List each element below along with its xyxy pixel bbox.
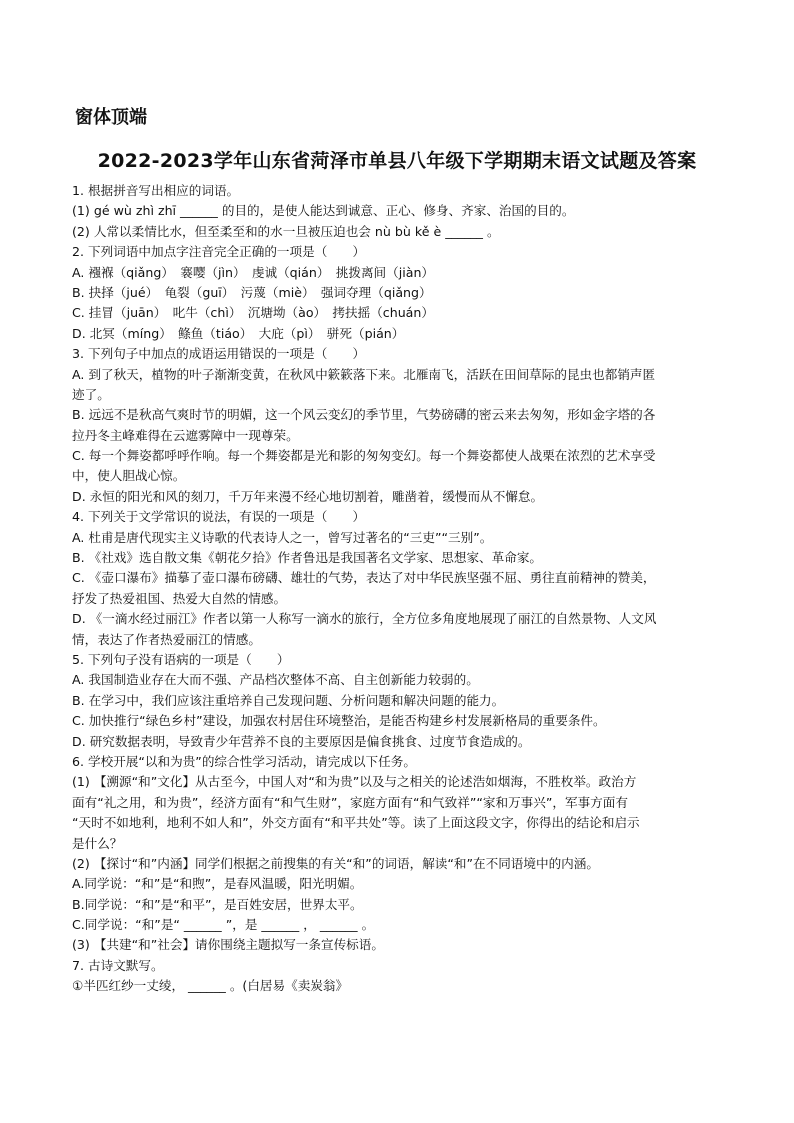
text-line: A. 杜甫是唐代现实主义诗歌的代表诗人之一，曾写过著名的“三吏”“三别”。: [72, 529, 493, 545]
text-line: C. 加快推行“绿色乡村”建设，加强农村居住环境整治，是能否构建乡村发展新格局的重要条件。: [72, 713, 606, 729]
text-line: B. 在学习中，我们应该注重培养自己发现问题、分析问题和解决问题的能力。: [72, 692, 505, 708]
text-line: A.同学说：“和”是“和煦”，是春风温暖，阳光明媚。: [72, 876, 363, 892]
text-line: 中，使人胆战心惊。: [72, 468, 186, 484]
text-line: 情，表达了作者热爱丽江的情感。: [72, 631, 261, 647]
text-line: D. 《一滴水经过丽江》作者以第一人称写一滴水的旅行，全方位多角度地展现了丽江的自然景物、人文风: [72, 611, 657, 627]
question-body: [72, 181, 722, 997]
text-line: 7. 古诗文默写。: [72, 957, 164, 973]
text-line: B. 远远不是秋高气爽时节的明媚，这一个风云变幻的季节里，气势磅礴的密云来去匆匆，形如金字塔的各: [72, 407, 656, 423]
text-line: B. 抉择（jué） 龟裂（guī） 污蔑（miè） 强词夺理（qiǎng）: [72, 284, 432, 300]
text-line: A. 到了秋天，植物的叶子渐渐变黄，在秋风中簌簌落下来。北雁南飞，活跃在田间草际的昆虫也都销声匿: [72, 366, 656, 382]
text-line: 6. 学校开展“以和为贵”的综合性学习活动，请完成以下任务。: [72, 753, 416, 769]
text-line: C. 每一个舞姿都呼呼作响。每一个舞姿都是光和影的匆匆变幻。每一个舞姿都使人战栗在浓烈的艺术享受: [72, 448, 656, 464]
text-line: 拉丹冬主峰难得在云遮雾障中一现尊荣。: [72, 427, 299, 443]
text-line: C. 《壶口瀑布》描摹了壶口瀑布磅礴、雄壮的气势，表达了对中华民族坚强不屈、勇往直前精神的赞美，: [72, 570, 656, 586]
text-line: 是什么？: [72, 835, 123, 851]
document-title: 2022-2023学年山东省菏泽市单县八年级下学期期末语文试题及答案: [97, 150, 697, 172]
text-line: (2) 【探讨“和”内涵】同学们根据之前搜集的有关“和”的词语，解读“和”在不同语境中的内涵。: [72, 855, 599, 871]
text-line: B. 《社戏》选自散文集《朝花夕拾》作者鲁迅是我国著名文学家、思想家、革命家。: [72, 550, 543, 566]
text-line: 4. 下列关于文学常识的说法，有误的一项是（ ）: [72, 509, 366, 525]
text-line: 面有“礼之用，和为贵”，经济方面有“和气生财”，家庭方面有“和气致祥”“家和万事兴”，军事方面有: [72, 794, 628, 810]
text-line: (2) 人常以柔情比水，但至柔至和的水一旦被压迫也会 nù bù kě è ______ 。: [72, 223, 500, 239]
text-line: 2. 下列词语中加点字注音完全正确的一项是（ ）: [72, 244, 366, 260]
text-line: (1) gé wù zhì zhī ______ 的目的，是使人能达到诚意、正心、修身、齐家、治国的目的。: [72, 203, 575, 219]
text-line: A. 襁褓（qiǎng） 褰嘤（jìn） 虔诚（qián） 挑拨离间（jiàn）: [72, 264, 435, 280]
text-line: (3) 【共建“和”社会】请你围绕主题拟写一条宣传标语。: [72, 937, 384, 953]
text-line: C.同学说：“和”是“ ______ ”，是 ______ ， ______ 。: [72, 917, 375, 933]
text-line: C. 挂冒（juān） 叱牛（chì） 沉塘坳（ào） 拷扶摇（chuán）: [72, 305, 434, 321]
text-line: “天时不如地利，地利不如人和”，外交方面有“和平共处”等。读了上面这段文字，你得出的结论和启示: [72, 815, 640, 831]
text-line: A. 我国制造业存在大而不强、产品档次整体不高、自主创新能力较弱的。: [72, 672, 479, 688]
text-line: 抒发了热爱祖国、热爱大自然的情感。: [72, 590, 287, 606]
text-line: 迹了。: [72, 386, 110, 402]
text-line: 5. 下列句子没有语病的一项是（ ）: [72, 651, 290, 667]
text-line: D. 北冥（míng） 鲦鱼（tiáo） 大庇（pì） 骈死（pián）: [72, 325, 405, 341]
text-line: ①半匹红纱一丈绫， ______ 。(白居易《卖炭翁》: [72, 978, 349, 994]
text-line: 1. 根据拼音写出相应的词语。: [72, 183, 240, 198]
text-line: D. 永恒的阳光和风的刻刀，千万年来漫不经心地切割着，雕凿着，缓慢而从不懈怠。: [72, 488, 544, 504]
text-line: 3. 下列句子中加点的成语运用错误的一项是（ ）: [72, 346, 366, 362]
page-header: 窗体顶端: [75, 107, 147, 128]
text-line: D. 研究数据表明，导致青少年营养不良的主要原因是偏食挑食、过度节食造成的。: [72, 733, 531, 749]
text-line: B.同学说：“和”是“和平”，是百姓安居，世界太平。: [72, 896, 363, 912]
text-line: (1) 【溯源“和”文化】从古至今，中国人对“和为贵”以及与之相关的论述浩如烟海，不胜枚举。政治方: [72, 774, 637, 790]
